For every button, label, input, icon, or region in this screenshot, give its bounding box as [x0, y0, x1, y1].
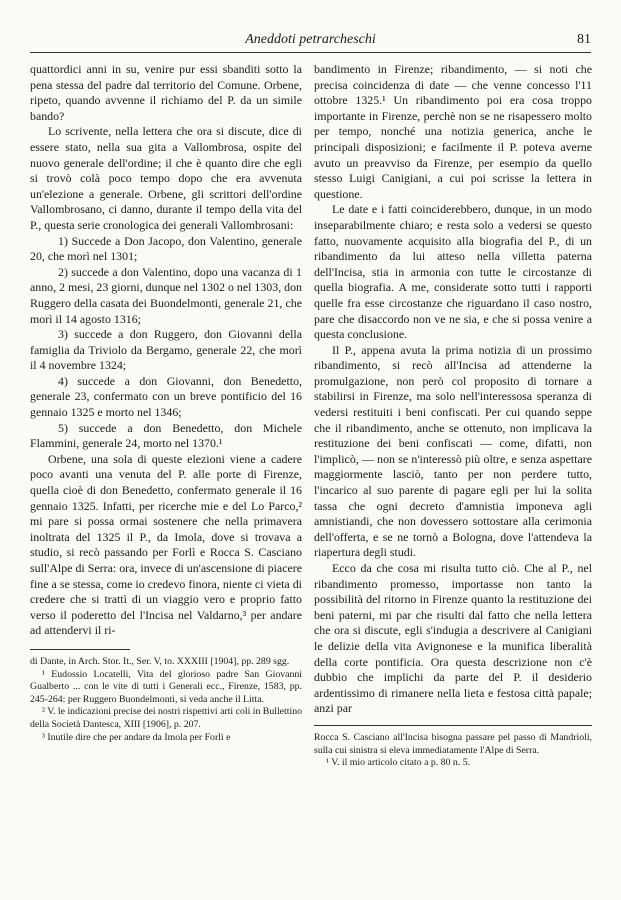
running-title: Aneddoti petrarcheschi: [245, 32, 376, 47]
paragraph: bandimento in Firenze; ribandimento, — si noti che precisa coincidenza di date — che venne concesso l'11 ottobre 1325.¹ Un ribandimento poi era cosa troppo importante in Firenze, perchè non se ne risapessero molto per tempo, nonché una notizia generica, anche le principali disposizioni; e facilmente il P. poteva averne avuto un preavviso da Firenze, per esempio da quello stesso Luigi Canigiani, a cui poi scrisse la lettera in questione.: [314, 62, 592, 201]
paragraph: Le date e i fatti coinciderebbero, dunque, in un modo inseparabilmente chiaro; e resta solo a vedersi se questo fatto, nuovamente acquisito alla biografia del P., di un ribandimento da lui atteso nella villetta paterna dell'Incisa, stia in armonia con tutte le circostanze di quella biografia. A me, considerate sotto tutti i rapporti quelle fra esse circostanze che riguardano il caso nostro, pare che disaccordo non ve ne sia, e che si possa venire a questa conclusione.: [314, 202, 592, 342]
paragraph: quattordici anni in su, venire pur essi sbanditi sotto la pena stessa del padre dal territorio del Comune. Orbene, ripeto, quando avvenne il richiamo del P. da un simile bando?: [30, 62, 302, 123]
list-item: 4) succede a don Giovanni, don Benedetto, generale 23, confermato con un breve pontificio del 16 gennaio 1325 e morto nel 1346;: [30, 373, 302, 420]
list-item: 3) succede a don Ruggero, don Giovanni della famiglia da Triviolo da Bergamo, generale 22, che morì il 4 novembre 1324;: [30, 327, 302, 373]
footnote: ¹ Eudossio Locatelli, Vita del glorioso padre San Giovanni Gualberto ... con le vite di tutti i Generali ecc., Firenze, 1583, pp. 245-264: per Ruggero Buondelmonti, si veda anche il Litta.: [30, 668, 302, 705]
paragraph: Orbene, una sola di queste elezioni viene a cadere poco avanti una venuta del P. alle porte di Firenze, quella cioè di don Benedetto, confermato generale il 16 gennaio 1325. Infatti, per ricerche mie e del Lo Parco,² mi pare si possa ormai sostenere che nella primavera inoltrata del 1325 il P., da Imola, dove si trovava a studio, si recò passando per Forlì e Rocca S. Casciano sull'Alpe di Serra: ora, invece di un'ascensione di piacere fine a se stessa, come io credevo finora, niente ci vieta di credere che si trattì di un viaggio vero e proprio fatto verso il poderetto del l'Incisa nel Valdarno,³ per andare ad attendervi il ri-: [30, 451, 302, 638]
footnote: ² V. le indicazioni precise dei nostri rispettivi arti coli in Bullettino della Società Dantesca, XIII [1906], p. 207.: [30, 706, 302, 730]
left-column: [30, 62, 302, 744]
list-item: 2) succede a don Valentino, dopo una vacanza di 1 anno, 2 mesi, 23 giorni, dunque nel 1302 o nel 1303, don Ruggero della casata dei Buondelmonti, generale 21, che morì il 14 agosto 1316;: [30, 264, 302, 326]
footnote: di Dante, in Arch. Stor. It., Ser. V, to. XXXIII [1904], pp. 289 sgg.: [30, 655, 290, 667]
footnote-divider: [30, 649, 130, 650]
page-number: 81: [577, 32, 591, 47]
footnote: Rocca S. Casciano all'Incisa bisogna passare pel passo di Mandrioli, sulla cui sinistra si eleva immediatamente l'Alpe di Serra.: [314, 731, 592, 756]
right-column: [314, 62, 592, 770]
footnote-divider: [314, 725, 592, 726]
paragraph: Lo scrivente, nella lettera che ora si discute, dice di essere stato, nella sua gita a Vallombrosa, ospite del nuovo generale dell'ordine; il che è quanto dire che egli si trovò colà poco tempo dopo che era avvenuta un'elezione a generale. Orbene, gli scrittori dell'ordine Vallombrosano, ci danno, durante il tempo della vita del P., questa serie cronologica dei generali Vallombrosani:: [30, 124, 302, 232]
paragraph: Il P., appena avuta la prima notizia di un prossimo ribandimento, si recò all'Incisa ad attenderne la promulgazione, non però col proposito di tornare a stabilirsi in Firenze, ma solo nell'interessosa speranza di vedersi restituiti i beni confiscati. Per cui quando seppe che il ribandimento, anche se ottenuto, non implicava la restituzione dei beni confiscati — come, difatti, non l'implicò, — non se n'interessò più oltre, e senza aspettare maggiormente lasciò, tanto per non perdere tutto, l'incarico al suo parente di pagare egli per lui la solita tassa che ogni decreto d'amnistia imponeva agli amnistiandi, che non dovessero sottostare alla cerimonia dell'offerta, e se ne tornò a Bologna, dove l'attendeva la riapertura degli studi.: [314, 342, 592, 560]
running-header: [30, 30, 591, 53]
list-item: 1) Succede a Don Jacopo, don Valentino, generale 20, che morì nel 1301;: [30, 233, 302, 264]
footnote: ³ Inutile dire che per andare da Imola per Forlì e: [42, 731, 231, 743]
footnote: ¹ V. il mio articolo citato a p. 80 n. 5.: [326, 757, 471, 769]
paragraph: Ecco da che cosa mi risulta tutto ciò. Che al P., nel ribandimento promesso, importasse non tanto la possibilità del ritorno in Firenze quanto la restituzione dei beni paterni, mi par che risulti dal fatto che nella lettera che ora si discute, egli s'indugia a descrivere al Canigiani le delizie della vita Avignonese e la munifica liberalità della corte pontificia. Ora questa descrizione non c'è dubbio che implichi da parte del P. il desiderio ardentissimo di rimanere nella lieta e festosa città papale; anzi par: [314, 561, 592, 716]
list-item: 5) succede a don Benedetto, don Michele Flammini, generale 24, morto nel 1370.¹: [30, 420, 302, 451]
